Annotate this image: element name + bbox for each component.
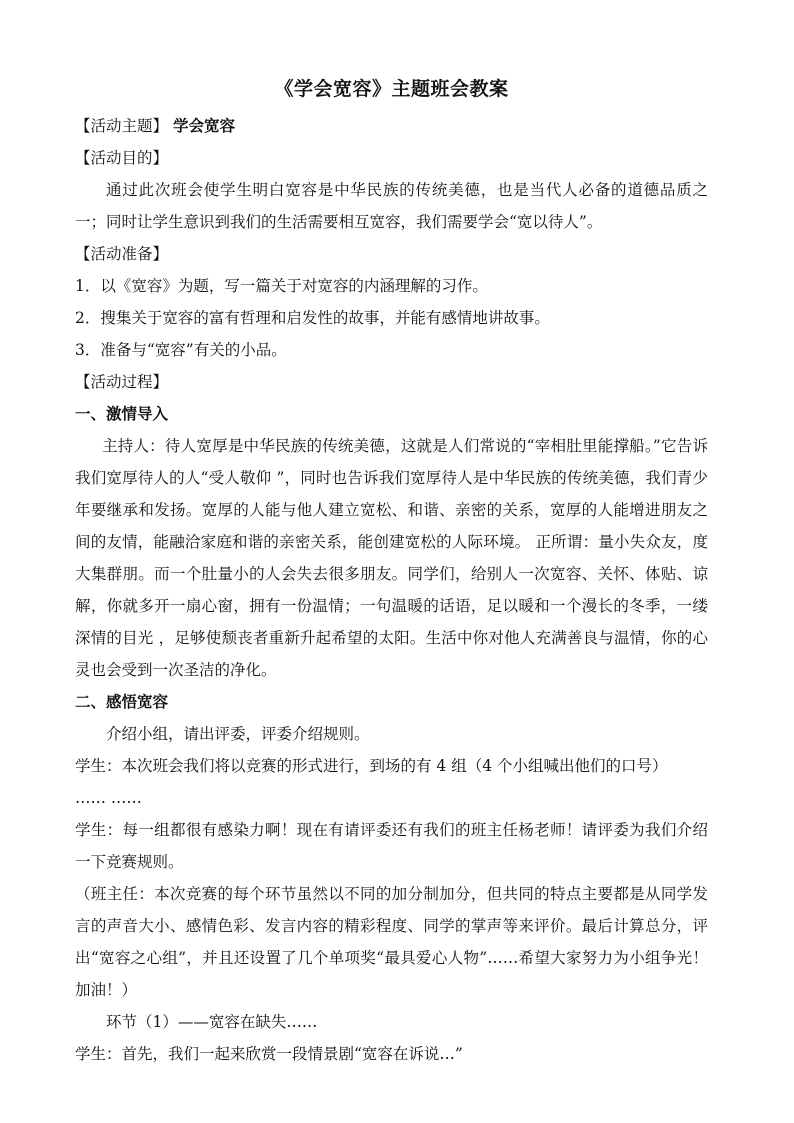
purpose-label — [75, 142, 708, 174]
student-line-1: 学生：本次班会我们将以竞赛的形式进行，到场的有 4 组（4 个小组喊出他们的口号） — [75, 757, 668, 775]
ellipsis-line: …… …… — [75, 789, 142, 807]
theme-value: 学会宽容 — [172, 116, 235, 135]
section2-heading: 二、感悟宽容 — [75, 693, 169, 711]
section2-intro: 介绍小组，请出评委，评委介绍规则。 — [106, 725, 370, 743]
student-line-3: 学生：首先，我们一起来欣赏一段情景剧“宽容在诉说…” — [75, 1045, 463, 1063]
process-label — [75, 366, 708, 398]
section1-heading: 一、激情导入 — [75, 405, 169, 423]
purpose-text: 通过此次班会使学生明白宽容是中华民族的传统美德，也是当代人必备的道德品质之一；同时让学生意识到我们的生活需要相互宽容，我们需要学会“宽以待人”。 — [75, 181, 708, 231]
prep-item-3: 3．准备与“宽容”有关的小品。 — [75, 341, 287, 359]
student-line-2: 学生：每一组都很有感染力啊！现在有请评委还有我们的班主任杨老师！请评委为我们介绍一下竞赛规则。 — [75, 821, 708, 871]
prep-label — [75, 238, 708, 270]
purpose-label-text: 【活动目的】 — [75, 149, 169, 167]
theme-line — [75, 110, 708, 142]
process-label-text: 【活动过程】 — [75, 373, 169, 391]
theme-label: 【活动主题】 — [75, 117, 169, 135]
section1-text: 主持人：待人宽厚是中华民族的传统美德，这就是人们常说的“宰相肚里能撑船。”它告诉我们宽厚待人的人“受人敬仰 ”，同时也告诉我们宽厚待人是中华民族的传统美德，我们青少年要继承和发扬。宽厚的人能与他人建立宽松、和谐、亲密的关系，宽厚的人能增进朋友之间的友情，能融洽家庭和谐的亲密关系，能创建宽松的人际环境。 正所谓：量小失众友，度大集群朋。而一个肚量小的人会失去很多朋友。同学们，给别人一次宽容、关怀、体贴、谅解，你就多开一扇心窗，拥有一份温情；一句温暖的话语，足以暖和一个漫长的冬季，一缕深情的目光 ，足够使颓丧者重新升起希望的太阳。生活中你对他人充满善良与温情，你的心灵也会受到一次圣洁的净化。 — [75, 437, 708, 679]
prep-item-1: 1．以《宽容》为题，写一篇关于对宽容的内涵理解的习作。 — [75, 277, 488, 295]
document-title: 《学会宽容》主题班会教案 — [274, 78, 509, 100]
link-1-line: 环节（1）——宽容在缺失…… — [106, 1013, 318, 1031]
teacher-note: （班主任：本次竞赛的每个环节虽然以不同的加分制加分，但共同的特点主要都是从同学发言的声音大小、感情色彩、发言内容的精彩程度、同学的掌声等来评价。最后计算总分，评出“宽容之心组”，并且还设置了几个单项奖“最具爱心人物”……希望大家努力为小组争光！加油！） — [75, 885, 708, 999]
prep-item-2: 2．搜集关于宽容的富有哲理和启发性的故事，并能有感情地讲故事。 — [75, 309, 550, 327]
prep-label-text: 【活动准备】 — [75, 245, 169, 263]
